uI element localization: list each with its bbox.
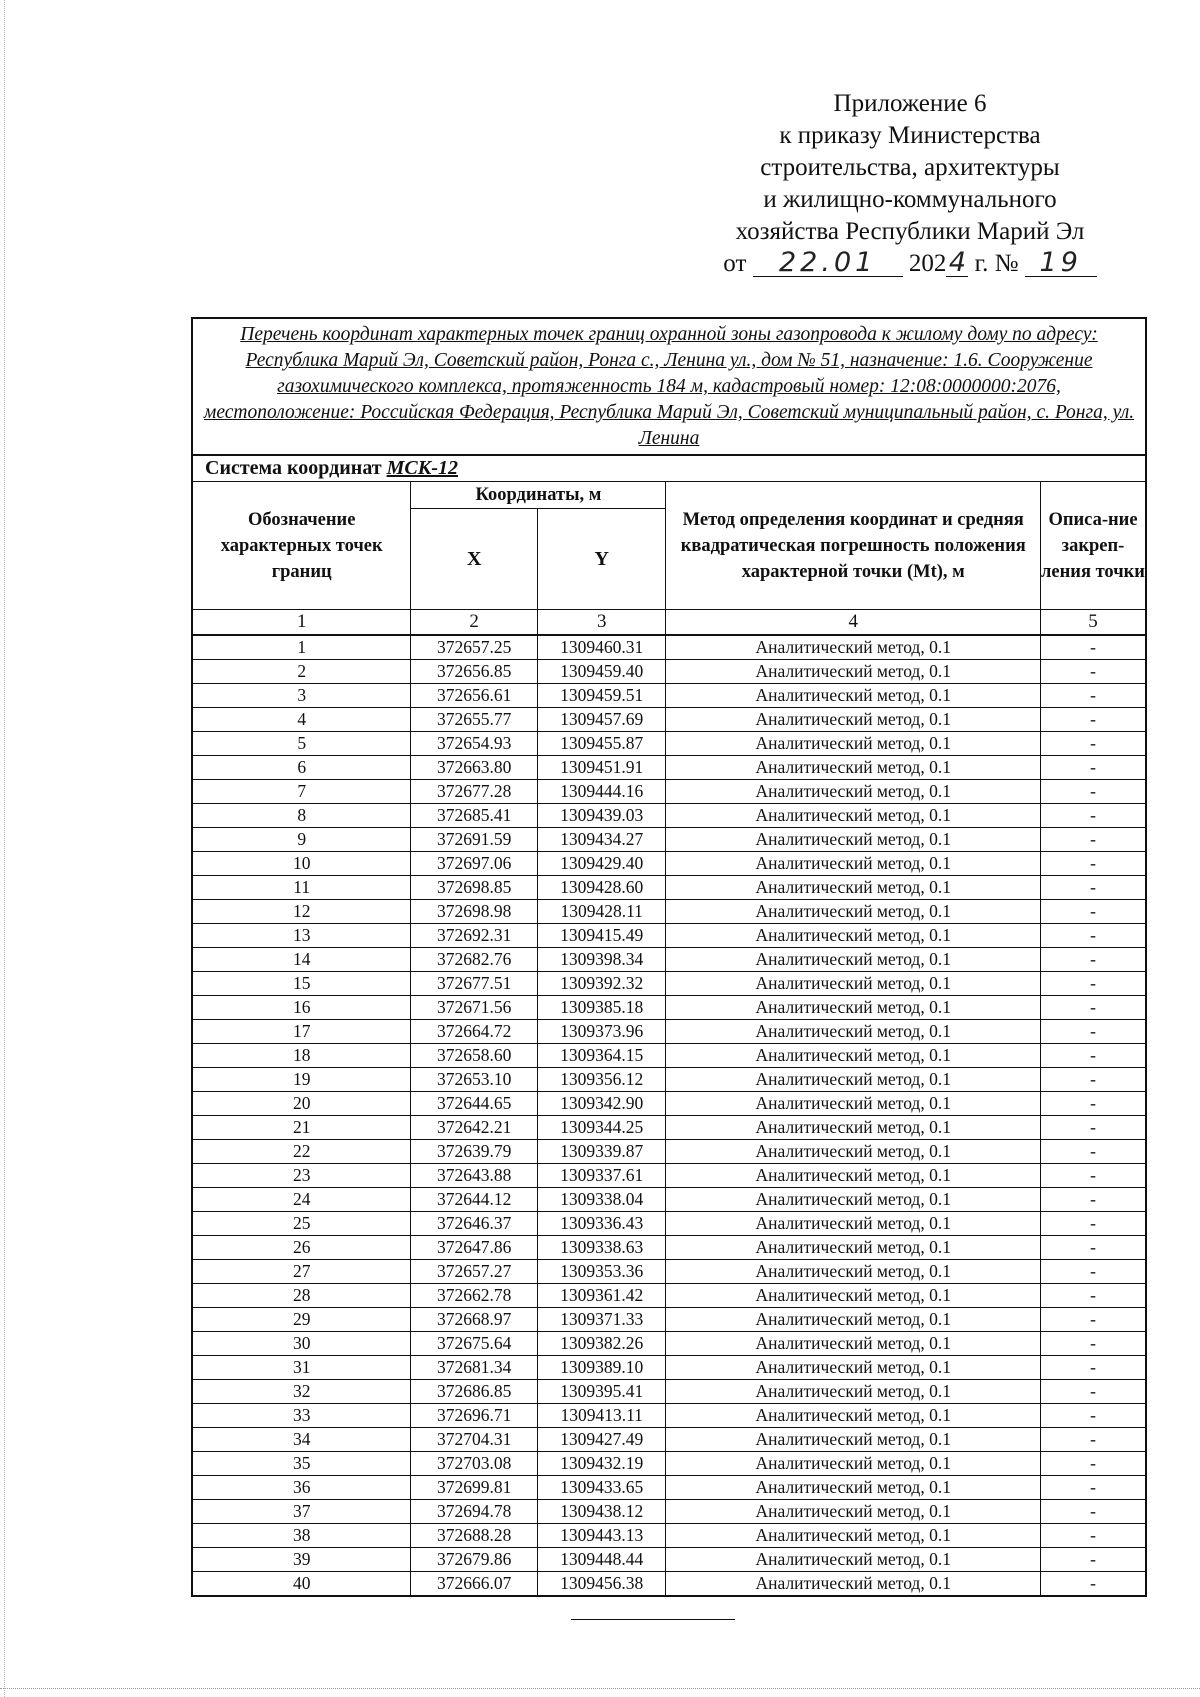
cell-x: 372694.78 (411, 1500, 538, 1524)
cell-y: 1309443.13 (537, 1524, 666, 1548)
coordinate-system-row (193, 456, 1145, 482)
cell-method: Аналитический метод, 0.1 (666, 1572, 1041, 1596)
column-number: 5 (1041, 610, 1145, 636)
cell-description: - (1041, 708, 1145, 732)
cell-method: Аналитический метод, 0.1 (666, 660, 1041, 684)
table-row (193, 684, 1145, 708)
cell-point-number: 27 (193, 1260, 411, 1284)
table-row (193, 1452, 1145, 1476)
cell-point-number: 13 (193, 924, 411, 948)
cell-y: 1309428.60 (537, 876, 666, 900)
table-row (193, 1524, 1145, 1548)
coordinates-table (191, 317, 1147, 1597)
cell-y: 1309398.34 (537, 948, 666, 972)
appendix-line: к приказу Министерства (779, 122, 1041, 149)
cell-point-number: 25 (193, 1212, 411, 1236)
cell-method: Аналитический метод, 0.1 (666, 1476, 1041, 1500)
cell-description: - (1041, 1092, 1145, 1116)
table-row (193, 1572, 1145, 1596)
cell-x: 372691.59 (411, 828, 538, 852)
cell-y: 1309444.16 (537, 780, 666, 804)
cell-description: - (1041, 1260, 1145, 1284)
footer-separator-line (571, 1619, 735, 1620)
cell-description: - (1041, 1476, 1145, 1500)
cell-x: 372647.86 (411, 1236, 538, 1260)
table-row (193, 900, 1145, 924)
cell-description: - (1041, 948, 1145, 972)
cell-y: 1309433.65 (537, 1476, 666, 1500)
cell-method: Аналитический метод, 0.1 (666, 1236, 1041, 1260)
appendix-line: строительства, архитектуры (760, 154, 1060, 181)
cell-description: - (1041, 876, 1145, 900)
cell-x: 372663.80 (411, 756, 538, 780)
cell-description: - (1041, 1140, 1145, 1164)
header-description: Описа-ние закреп-ления точки (1041, 482, 1145, 610)
cell-point-number: 29 (193, 1308, 411, 1332)
order-date-line (690, 248, 1130, 280)
cell-method: Аналитический метод, 0.1 (666, 1356, 1041, 1380)
header-method: Метод определения координат и средняя квадратическая погрешность положения характерной точки (Mt), м (666, 482, 1041, 610)
cell-y: 1309460.31 (537, 635, 666, 660)
cell-method: Аналитический метод, 0.1 (666, 1116, 1041, 1140)
cell-x: 372643.88 (411, 1164, 538, 1188)
handwritten-order-number: 19 (1025, 250, 1097, 277)
cell-x: 372699.81 (411, 1476, 538, 1500)
cell-x: 372657.25 (411, 635, 538, 660)
cell-point-number: 3 (193, 684, 411, 708)
header-designation: Обозначение характерных точек границ (193, 482, 411, 610)
cell-y: 1309432.19 (537, 1452, 666, 1476)
cell-x: 372656.85 (411, 660, 538, 684)
table-row (193, 756, 1145, 780)
cell-y: 1309434.27 (537, 828, 666, 852)
cell-method: Аналитический метод, 0.1 (666, 756, 1041, 780)
cell-method: Аналитический метод, 0.1 (666, 1140, 1041, 1164)
scan-edge-left (4, 0, 5, 1697)
cell-method: Аналитический метод, 0.1 (666, 804, 1041, 828)
cell-y: 1309413.11 (537, 1404, 666, 1428)
cell-x: 372654.93 (411, 732, 538, 756)
cell-y: 1309389.10 (537, 1356, 666, 1380)
table-row (193, 1476, 1145, 1500)
appendix-line: и жилищно-коммунального (763, 186, 1057, 213)
cell-point-number: 20 (193, 1092, 411, 1116)
cell-description: - (1041, 1020, 1145, 1044)
cell-point-number: 33 (193, 1404, 411, 1428)
column-number: 1 (193, 610, 411, 636)
cell-description: - (1041, 1116, 1145, 1140)
cell-description: - (1041, 1308, 1145, 1332)
table-row (193, 804, 1145, 828)
year-prefix: 202 (908, 250, 947, 277)
cell-description: - (1041, 1212, 1145, 1236)
cell-description: - (1041, 1164, 1145, 1188)
cell-point-number: 18 (193, 1044, 411, 1068)
cell-y: 1309448.44 (537, 1548, 666, 1572)
appendix-line: Приложение 6 (833, 90, 987, 117)
table-row (193, 1284, 1145, 1308)
cell-method: Аналитический метод, 0.1 (666, 1020, 1041, 1044)
table-row (193, 1236, 1145, 1260)
cell-point-number: 9 (193, 828, 411, 852)
cell-x: 372644.65 (411, 1092, 538, 1116)
cell-description: - (1041, 1188, 1145, 1212)
cell-point-number: 30 (193, 1332, 411, 1356)
cell-x: 372679.86 (411, 1548, 538, 1572)
cell-x: 372696.71 (411, 1404, 538, 1428)
cell-description: - (1041, 1524, 1145, 1548)
cell-x: 372658.60 (411, 1044, 538, 1068)
cell-description: - (1041, 996, 1145, 1020)
cell-description: - (1041, 1404, 1145, 1428)
table-row (193, 1260, 1145, 1284)
cell-y: 1309392.32 (537, 972, 666, 996)
table-row (193, 1380, 1145, 1404)
cell-method: Аналитический метод, 0.1 (666, 876, 1041, 900)
table-row (193, 828, 1145, 852)
cell-method: Аналитический метод, 0.1 (666, 1524, 1041, 1548)
cell-y: 1309344.25 (537, 1116, 666, 1140)
cell-method: Аналитический метод, 0.1 (666, 948, 1041, 972)
cell-y: 1309459.40 (537, 660, 666, 684)
cell-y: 1309337.61 (537, 1164, 666, 1188)
cell-y: 1309338.04 (537, 1188, 666, 1212)
cell-point-number: 14 (193, 948, 411, 972)
table-row (193, 1188, 1145, 1212)
cell-point-number: 4 (193, 708, 411, 732)
cell-method: Аналитический метод, 0.1 (666, 1044, 1041, 1068)
table-row (193, 635, 1145, 660)
cell-y: 1309353.36 (537, 1260, 666, 1284)
cell-y: 1309415.49 (537, 924, 666, 948)
cell-y: 1309338.63 (537, 1236, 666, 1260)
cell-point-number: 37 (193, 1500, 411, 1524)
table-row (193, 1020, 1145, 1044)
table-row (193, 876, 1145, 900)
column-number-row (193, 610, 1145, 636)
cell-x: 372644.12 (411, 1188, 538, 1212)
cell-y: 1309342.90 (537, 1092, 666, 1116)
cell-description: - (1041, 1284, 1145, 1308)
cell-x: 372698.85 (411, 876, 538, 900)
cell-y: 1309373.96 (537, 1020, 666, 1044)
table-row (193, 1356, 1145, 1380)
cell-description: - (1041, 804, 1145, 828)
cell-point-number: 1 (193, 635, 411, 660)
cell-x: 372688.28 (411, 1524, 538, 1548)
cell-x: 372682.76 (411, 948, 538, 972)
cell-description: - (1041, 756, 1145, 780)
cell-method: Аналитический метод, 0.1 (666, 828, 1041, 852)
table-row (193, 924, 1145, 948)
cell-method: Аналитический метод, 0.1 (666, 1212, 1041, 1236)
cell-method: Аналитический метод, 0.1 (666, 852, 1041, 876)
cell-method: Аналитический метод, 0.1 (666, 924, 1041, 948)
cell-x: 372656.61 (411, 684, 538, 708)
scan-edge-bottom (0, 1688, 1200, 1689)
cell-point-number: 22 (193, 1140, 411, 1164)
cell-point-number: 15 (193, 972, 411, 996)
cell-description: - (1041, 828, 1145, 852)
table-row (193, 1044, 1145, 1068)
cell-point-number: 17 (193, 1020, 411, 1044)
cell-x: 372677.28 (411, 780, 538, 804)
table-row (193, 1092, 1145, 1116)
table-caption: Перечень координат характерных точек границ охранной зоны газопровода к жилому дому по адресу: Республика Марий Эл, Советский район, Ронга с., Ленина ул., дом № 51, назначение: 1.6. Сооружение газохимического комплекса, протяженность 184 м, кадастровый номер: 12:08:0000000:2076, местоположение: Российская Федерация, Республика Марий Эл, Советский муниципальный район, с. Ронга, ул. Ленина (193, 319, 1145, 456)
cell-y: 1309457.69 (537, 708, 666, 732)
cell-y: 1309385.18 (537, 996, 666, 1020)
order-prefix: от (723, 250, 747, 277)
cell-description: - (1041, 660, 1145, 684)
cell-point-number: 19 (193, 1068, 411, 1092)
cell-x: 372668.97 (411, 1308, 538, 1332)
cell-x: 372646.37 (411, 1212, 538, 1236)
cell-y: 1309456.38 (537, 1572, 666, 1596)
cell-point-number: 32 (193, 1380, 411, 1404)
table-row (193, 1548, 1145, 1572)
cell-method: Аналитический метод, 0.1 (666, 1308, 1041, 1332)
cell-y: 1309336.43 (537, 1212, 666, 1236)
cell-description: - (1041, 1428, 1145, 1452)
cell-y: 1309438.12 (537, 1500, 666, 1524)
cell-point-number: 36 (193, 1476, 411, 1500)
appendix-line: хозяйства Республики Марий Эл (735, 218, 1085, 245)
cell-method: Аналитический метод, 0.1 (666, 972, 1041, 996)
table-row (193, 780, 1145, 804)
table-row (193, 852, 1145, 876)
cell-method: Аналитический метод, 0.1 (666, 1404, 1041, 1428)
cell-y: 1309427.49 (537, 1428, 666, 1452)
cell-method: Аналитический метод, 0.1 (666, 635, 1041, 660)
cell-point-number: 8 (193, 804, 411, 828)
appendix-header (690, 88, 1130, 280)
cell-y: 1309339.87 (537, 1140, 666, 1164)
cell-y: 1309361.42 (537, 1284, 666, 1308)
coordinate-system-label: Система координат (205, 457, 382, 479)
cell-point-number: 40 (193, 1572, 411, 1596)
cell-y: 1309356.12 (537, 1068, 666, 1092)
table-row (193, 1428, 1145, 1452)
coordinate-system-value: МСК-12 (386, 457, 458, 479)
table-row (193, 972, 1145, 996)
cell-description: - (1041, 1068, 1145, 1092)
cell-description: - (1041, 900, 1145, 924)
cell-method: Аналитический метод, 0.1 (666, 1164, 1041, 1188)
cell-point-number: 38 (193, 1524, 411, 1548)
cell-description: - (1041, 635, 1145, 660)
cell-method: Аналитический метод, 0.1 (666, 1500, 1041, 1524)
cell-y: 1309455.87 (537, 732, 666, 756)
cell-description: - (1041, 780, 1145, 804)
cell-point-number: 7 (193, 780, 411, 804)
table-row (193, 948, 1145, 972)
cell-y: 1309459.51 (537, 684, 666, 708)
table-row (193, 1212, 1145, 1236)
cell-x: 372657.27 (411, 1260, 538, 1284)
cell-x: 372655.77 (411, 708, 538, 732)
cell-x: 372666.07 (411, 1572, 538, 1596)
header-x: X (411, 509, 538, 610)
cell-point-number: 12 (193, 900, 411, 924)
header-y: Y (537, 509, 666, 610)
cell-description: - (1041, 852, 1145, 876)
cell-point-number: 34 (193, 1428, 411, 1452)
cell-x: 372639.79 (411, 1140, 538, 1164)
cell-x: 372685.41 (411, 804, 538, 828)
cell-method: Аналитический метод, 0.1 (666, 1092, 1041, 1116)
cell-y: 1309451.91 (537, 756, 666, 780)
cell-description: - (1041, 924, 1145, 948)
cell-description: - (1041, 972, 1145, 996)
cell-x: 372686.85 (411, 1380, 538, 1404)
cell-y: 1309364.15 (537, 1044, 666, 1068)
cell-point-number: 28 (193, 1284, 411, 1308)
table-row (193, 1332, 1145, 1356)
cell-y: 1309429.40 (537, 852, 666, 876)
cell-method: Аналитический метод, 0.1 (666, 1068, 1041, 1092)
cell-y: 1309371.33 (537, 1308, 666, 1332)
table-row (193, 1308, 1145, 1332)
cell-description: - (1041, 1572, 1145, 1596)
cell-method: Аналитический метод, 0.1 (666, 780, 1041, 804)
cell-point-number: 31 (193, 1356, 411, 1380)
table-row (193, 1164, 1145, 1188)
cell-x: 372664.72 (411, 1020, 538, 1044)
cell-x: 372697.06 (411, 852, 538, 876)
cell-x: 372704.31 (411, 1428, 538, 1452)
cell-x: 372698.98 (411, 900, 538, 924)
cell-description: - (1041, 1044, 1145, 1068)
cell-x: 372703.08 (411, 1452, 538, 1476)
table-row (193, 1500, 1145, 1524)
table-row (193, 996, 1145, 1020)
cell-method: Аналитический метод, 0.1 (666, 1332, 1041, 1356)
cell-point-number: 11 (193, 876, 411, 900)
cell-method: Аналитический метод, 0.1 (666, 1452, 1041, 1476)
cell-method: Аналитический метод, 0.1 (666, 900, 1041, 924)
table-row (193, 1068, 1145, 1092)
cell-description: - (1041, 1236, 1145, 1260)
cell-method: Аналитический метод, 0.1 (666, 1380, 1041, 1404)
table-row (193, 660, 1145, 684)
table-row (193, 732, 1145, 756)
cell-point-number: 21 (193, 1116, 411, 1140)
cell-x: 372671.56 (411, 996, 538, 1020)
cell-point-number: 35 (193, 1452, 411, 1476)
cell-y: 1309382.26 (537, 1332, 666, 1356)
cell-y: 1309395.41 (537, 1380, 666, 1404)
cell-method: Аналитический метод, 0.1 (666, 708, 1041, 732)
cell-method: Аналитический метод, 0.1 (666, 732, 1041, 756)
column-number: 4 (666, 610, 1041, 636)
cell-point-number: 39 (193, 1548, 411, 1572)
cell-point-number: 10 (193, 852, 411, 876)
cell-x: 372675.64 (411, 1332, 538, 1356)
cell-point-number: 23 (193, 1164, 411, 1188)
cell-description: - (1041, 1548, 1145, 1572)
table-body (193, 635, 1145, 1595)
cell-point-number: 24 (193, 1188, 411, 1212)
cell-description: - (1041, 1332, 1145, 1356)
handwritten-date: 22.01 (753, 250, 903, 277)
coordinates-grid (193, 482, 1145, 1595)
order-number-label: г. № (974, 250, 1019, 277)
cell-method: Аналитический метод, 0.1 (666, 996, 1041, 1020)
column-number: 2 (411, 610, 538, 636)
cell-x: 372681.34 (411, 1356, 538, 1380)
cell-x: 372677.51 (411, 972, 538, 996)
cell-method: Аналитический метод, 0.1 (666, 684, 1041, 708)
cell-method: Аналитический метод, 0.1 (666, 1284, 1041, 1308)
cell-y: 1309428.11 (537, 900, 666, 924)
table-row (193, 1140, 1145, 1164)
cell-description: - (1041, 1500, 1145, 1524)
cell-x: 372692.31 (411, 924, 538, 948)
cell-point-number: 16 (193, 996, 411, 1020)
cell-x: 372653.10 (411, 1068, 538, 1092)
cell-point-number: 6 (193, 756, 411, 780)
cell-x: 372642.21 (411, 1116, 538, 1140)
table-row (193, 708, 1145, 732)
table-row (193, 1404, 1145, 1428)
cell-method: Аналитический метод, 0.1 (666, 1260, 1041, 1284)
cell-point-number: 26 (193, 1236, 411, 1260)
header-coordinates: Координаты, м (411, 482, 666, 509)
cell-description: - (1041, 1452, 1145, 1476)
cell-x: 372662.78 (411, 1284, 538, 1308)
cell-description: - (1041, 1380, 1145, 1404)
cell-description: - (1041, 684, 1145, 708)
cell-description: - (1041, 1356, 1145, 1380)
table-row (193, 1116, 1145, 1140)
cell-point-number: 5 (193, 732, 411, 756)
cell-method: Аналитический метод, 0.1 (666, 1188, 1041, 1212)
handwritten-year-digit: 4 (946, 250, 968, 277)
cell-method: Аналитический метод, 0.1 (666, 1548, 1041, 1572)
cell-description: - (1041, 732, 1145, 756)
cell-point-number: 2 (193, 660, 411, 684)
cell-y: 1309439.03 (537, 804, 666, 828)
cell-method: Аналитический метод, 0.1 (666, 1428, 1041, 1452)
column-number: 3 (537, 610, 666, 636)
